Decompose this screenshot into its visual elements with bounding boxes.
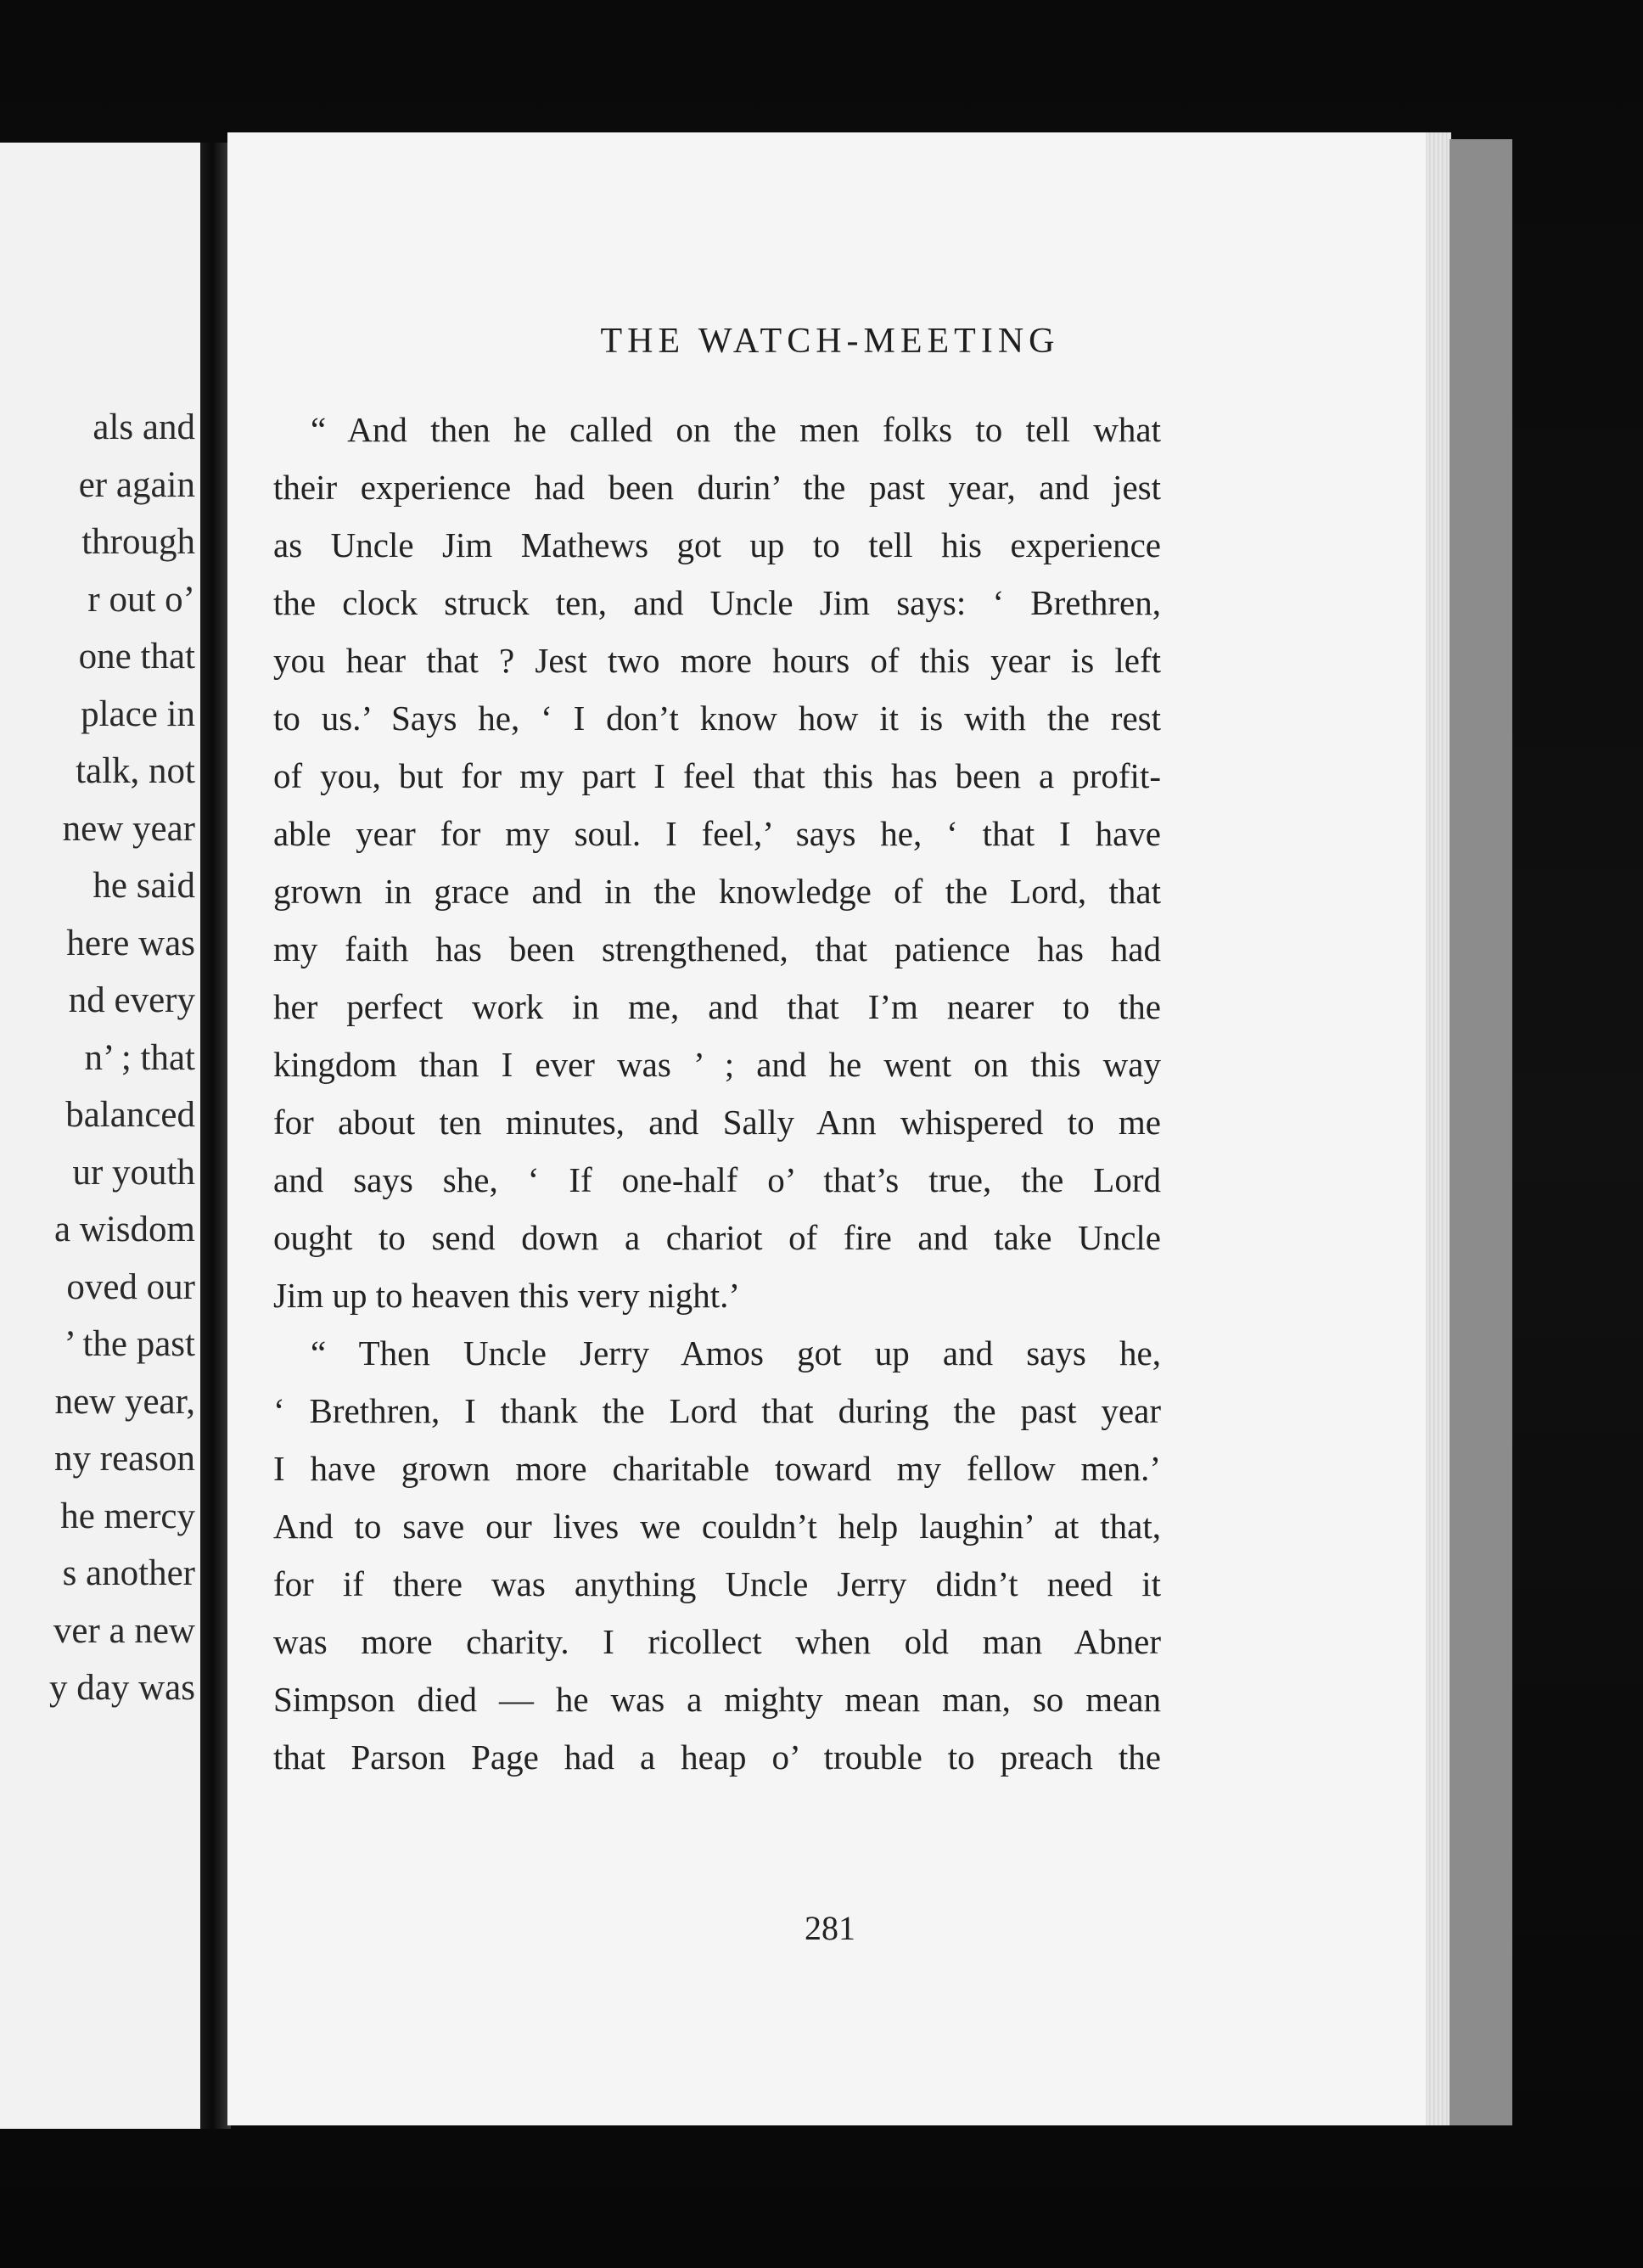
text-line: ought to send down a chariot of fire and take Uncle bbox=[273, 1218, 1161, 1257]
running-head: THE WATCH-MEETING bbox=[600, 322, 1060, 361]
text-line: to us.’ Says he, ‘ I don’t know how it is with the rest bbox=[273, 699, 1161, 738]
text-line: was more charity. I ricollect when old man Abner bbox=[273, 1622, 1161, 1661]
text-line: for if there was anything Uncle Jerry didn’t need it bbox=[273, 1564, 1161, 1603]
left-page-line: n’ ; that bbox=[84, 1038, 195, 1078]
left-page-line: talk, not bbox=[76, 751, 195, 791]
text-line: and says she, ‘ If one-half o’ that’s true, the Lord bbox=[273, 1160, 1161, 1199]
text-line: you hear that ? Jest two more hours of this year is left bbox=[273, 641, 1161, 680]
text-line: that Parson Page had a heap o’ trouble to preach the bbox=[273, 1737, 1161, 1777]
text-line: as Uncle Jim Mathews got up to tell his experience bbox=[273, 525, 1161, 564]
left-page-line: ny reason bbox=[54, 1439, 195, 1479]
left-page-line: new year bbox=[62, 809, 195, 849]
text-line: my faith has been strengthened, that patience has had bbox=[273, 929, 1161, 968]
text-line: Jim up to heaven this very night.’ bbox=[273, 1276, 740, 1315]
left-page-line: ’ the past bbox=[64, 1324, 195, 1364]
left-page-line: place in bbox=[81, 694, 195, 734]
text-line: Simpson died — he was a mighty mean man, so mean bbox=[273, 1680, 1161, 1719]
left-page-line: balanced bbox=[65, 1095, 195, 1135]
text-line: their experience had been durin’ the past year, and jest bbox=[273, 468, 1161, 507]
left-page-line: ur youth bbox=[72, 1153, 195, 1193]
text-line: kingdom than I ever was ’ ; and he went on this way bbox=[273, 1045, 1161, 1084]
text-line: for about ten minutes, and Sally Ann whispered to me bbox=[273, 1103, 1161, 1142]
left-page bbox=[0, 143, 204, 2129]
text-line: “ And then he called on the men folks to tell what bbox=[311, 410, 1161, 449]
left-page-line: r out o’ bbox=[87, 580, 195, 620]
page-edges bbox=[1426, 132, 1451, 2125]
left-page-line: one that bbox=[78, 637, 195, 676]
left-page-line: he said bbox=[93, 866, 195, 906]
text-line: able year for my soul. I feel,’ says he, ‘ that I have bbox=[273, 814, 1161, 853]
text-line: ‘ Brethren, I thank the Lord that during the past year bbox=[273, 1391, 1161, 1430]
right-page bbox=[227, 132, 1433, 2125]
left-page-line: here was bbox=[66, 923, 195, 963]
left-page-line: through bbox=[81, 522, 195, 562]
text-line: the clock struck ten, and Uncle Jim says: ‘ Brethren, bbox=[273, 583, 1161, 622]
left-page-line: s another bbox=[62, 1553, 195, 1593]
text-line: And to save our lives we couldn’t help laughin’ at that, bbox=[273, 1507, 1161, 1546]
text-line: “ Then Uncle Jerry Amos got up and says he, bbox=[311, 1333, 1161, 1373]
left-page-line: y day was bbox=[49, 1668, 195, 1708]
book-cover-edge bbox=[1450, 139, 1512, 2125]
book-gutter bbox=[200, 143, 231, 2129]
text-line: her perfect work in me, and that I’m nearer to the bbox=[273, 987, 1161, 1026]
left-page-line: ver a new bbox=[53, 1611, 195, 1651]
left-page-line: als and bbox=[93, 407, 195, 447]
body-text bbox=[273, 401, 1161, 1786]
left-page-line: er again bbox=[78, 465, 195, 505]
left-page-line: he mercy bbox=[60, 1496, 195, 1536]
left-page-line: new year, bbox=[54, 1382, 195, 1422]
left-page-line: a wisdom bbox=[53, 1210, 195, 1249]
text-line: of you, but for my part I feel that this has been a profit- bbox=[273, 756, 1161, 795]
left-page-line: nd every bbox=[68, 980, 195, 1020]
page-number: 281 bbox=[805, 1909, 855, 1947]
text-line: grown in grace and in the knowledge of the Lord, that bbox=[273, 872, 1161, 911]
left-page-line: oved our bbox=[66, 1267, 195, 1307]
text-line: I have grown more charitable toward my fellow men.’ bbox=[273, 1449, 1161, 1488]
